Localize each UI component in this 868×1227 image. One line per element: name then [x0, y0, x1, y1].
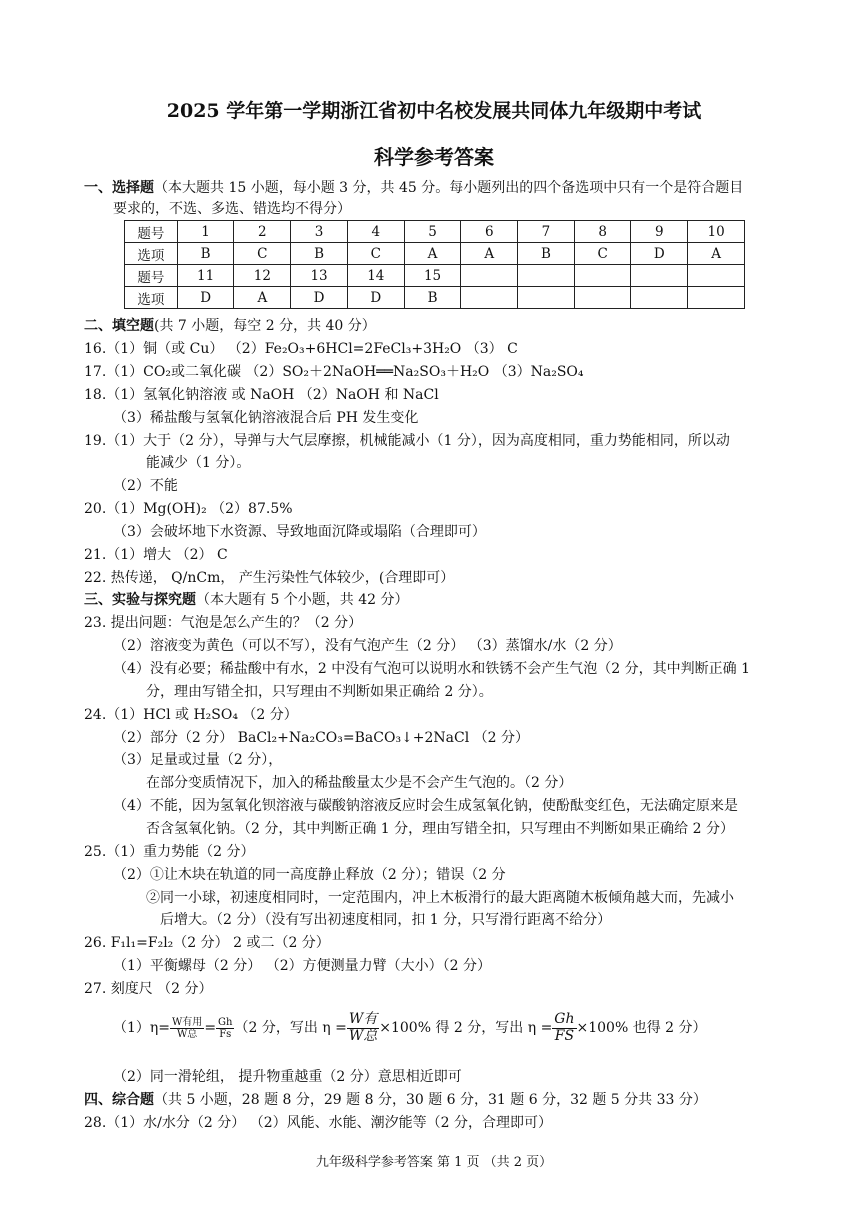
answer-line-24-4: 在部分变质情况下，加入的稀盐酸量太少是不会产生气泡的。（2 分）	[146, 775, 573, 791]
answer-line-17: 17.（1）CO₂或二氧化碳 （2）SO₂＋2NaOH══Na₂SO₃＋H₂O （3）Na₂SO₄	[84, 364, 584, 380]
table-cell	[574, 287, 631, 309]
denominator: W总	[177, 1028, 198, 1040]
answer-line-24-6: 否含氢氧化钠。（2 分，其中判断正确 1 分，理由写错全扣，只写理由不判断如果正确给 2 分）	[146, 821, 734, 837]
table-cell: 14	[347, 265, 404, 287]
table-cell: A	[234, 287, 291, 309]
table-cell: 12	[234, 265, 291, 287]
section2-header	[84, 316, 376, 336]
section4-header	[84, 1090, 707, 1110]
denominator: W总	[348, 1027, 378, 1044]
answer-line-20-1: 20.（1）Mg(OH)₂ （2）87.5%	[84, 501, 293, 517]
table-cell: C	[574, 243, 631, 265]
answer-line-27-3: （2）同一滑轮组， 提升物重越重（2 分）意思相近即可	[113, 1069, 462, 1085]
table-cell: A	[461, 243, 518, 265]
table-cell	[518, 287, 575, 309]
answer-line-24-5: （4）不能，因为氢氧化钡溶液与碳酸钠溶液反应时会生成氢氧化钠，使酚酞变红色，无法确定原来是	[113, 798, 738, 814]
answer-line-20-2: （3）会破坏地下水资源、导致地面沉降或塌陷（合理即可）	[113, 524, 486, 540]
table-cell: 1	[177, 221, 234, 243]
answer-line-24-1: 24.（1）HCl 或 H₂SO₄ （2 分）	[84, 707, 298, 723]
table-cell: 11	[177, 265, 234, 287]
denominator: FS	[554, 1027, 575, 1044]
fraction	[170, 1017, 204, 1040]
table-cell	[574, 265, 631, 287]
answer-line-16: 16.（1）铜（或 Cu） （2）Fe₂O₃+6HCl=2FeCl₃+3H₂O （3） C	[84, 341, 518, 357]
table-cell	[461, 287, 518, 309]
table-cell: D	[631, 243, 688, 265]
table-cell: A	[688, 243, 745, 265]
numerator: W有用	[172, 1016, 203, 1028]
fraction	[347, 1012, 379, 1044]
answer-line-19-3: （2）不能	[113, 478, 178, 494]
table-cell: 4	[347, 221, 404, 243]
table-cell: A	[404, 243, 461, 265]
table-cell	[631, 265, 688, 287]
answer-line-25-3: ②同一小球，初速度相同时，一定范围内，冲上木板滑行的最大距离随木板倾角越大而，先减小	[146, 890, 734, 906]
answer-line-18-2: （3）稀盐酸与氢氧化钠溶液混合后 PH 发生变化	[113, 410, 419, 426]
section3-header	[84, 590, 409, 610]
table-cell: 5	[404, 221, 461, 243]
table-cell: 9	[631, 221, 688, 243]
table-cell	[631, 287, 688, 309]
table-cell: 13	[291, 265, 348, 287]
table-cell	[688, 287, 745, 309]
section4-heading: 四、综合题	[84, 1092, 154, 1108]
section1-header	[84, 178, 743, 198]
answer-line-25-4: 后增大。（2 分）（没有写出初速度相同，扣 1 分，只写滑行距离不给分）	[160, 912, 612, 928]
table-cell: C	[347, 243, 404, 265]
section2-desc: (共 7 小题，每空 2 分，共 40 分）	[154, 318, 376, 334]
table-cell: 6	[461, 221, 518, 243]
formula-text: ×100% 也得 2 分）	[576, 1020, 707, 1036]
numerator: W有	[348, 1011, 378, 1028]
section3-desc: （本大题有 5 个小题，共 42 分）	[196, 592, 409, 608]
section3-heading: 三、实验与探究题	[84, 592, 196, 608]
efficiency-formula-line	[113, 1011, 707, 1045]
answer-line-23-2: （2）溶液变为黄色（可以不写），没有气泡产生（2 分） （3）蒸馏水/水（2 分）	[113, 638, 622, 654]
denominator: Fs	[219, 1028, 232, 1040]
answer-line-28: 28.（1）水/水分（2 分） （2）风能、水能、潮汐能等（2 分，合理即可）	[84, 1115, 552, 1131]
exam-title: 2025 学年第一学期浙江省初中名校发展共同体九年级期中考试	[166, 100, 702, 122]
answer-line-24-2: （2）部分（2 分） BaCl₂+Na₂CO₃=BaCO₃↓+2NaCl （2 分）	[113, 730, 530, 746]
section4-desc: （共 5 小题，28 题 8 分，29 题 8 分，30 题 6 分，31 题 6 分，32 题 5 分共 33 分）	[154, 1092, 707, 1108]
section1-desc1: （本大题共 15 小题，每小题 3 分，共 45 分。每小题列出的四个备选项中只有一个是符合题目	[154, 180, 744, 196]
table-cell: 7	[518, 221, 575, 243]
table-cell: 题号	[125, 221, 178, 243]
table-row	[125, 221, 745, 243]
section1-heading: 一、选择题	[84, 180, 154, 196]
table-cell: 8	[574, 221, 631, 243]
answer-line-25-2: （2）①让木块在轨道的同一高度静止释放（2 分）；错误（2 分	[113, 867, 506, 883]
formula-prefix: （1）η=	[113, 1020, 171, 1036]
answer-line-19-1: 19.（1）大于（2 分），导弹与大气层摩擦，机械能减小（1 分），因为高度相同，重力势能相同，所以动	[84, 433, 730, 449]
formula-text: （2 分，写出 η =	[234, 1020, 347, 1036]
answer-line-25-1: 25.（1）重力势能（2 分）	[84, 844, 255, 860]
answer-line-18-1: 18.（1）氢氧化钠溶液 或 NaOH （2）NaOH 和 NaCl	[84, 387, 439, 403]
table-cell	[688, 265, 745, 287]
formula-text: ×100% 得 2 分，写出 η =	[379, 1020, 553, 1036]
table-cell: D	[177, 287, 234, 309]
answer-line-23-4: 分，理由写错全扣，只写理由不判断如果正确给 2 分）。	[146, 684, 493, 700]
answer-key-subtitle: 科学参考答案	[374, 145, 494, 169]
table-row	[125, 265, 745, 287]
table-cell: 2	[234, 221, 291, 243]
answer-line-21: 21.（1）增大 （2） C	[84, 547, 228, 563]
answer-line-19-2: 能减少（1 分）。	[146, 455, 251, 471]
table-cell: C	[234, 243, 291, 265]
section2-heading: 二、填空题	[84, 318, 154, 334]
table-cell: 10	[688, 221, 745, 243]
fraction	[216, 1017, 234, 1040]
table-cell: B	[404, 287, 461, 309]
answer-line-23-3: （4）没有必要；稀盐酸中有水，2 中没有气泡可以说明水和铁锈不会产生气泡（2 分，其中判断正确 1	[113, 661, 750, 677]
table-cell: D	[347, 287, 404, 309]
table-cell: B	[177, 243, 234, 265]
answer-line-23-1: 23. 提出问题：气泡是怎么产生的？（2 分）	[84, 615, 363, 631]
table-cell	[518, 265, 575, 287]
table-cell: 选项	[125, 243, 178, 265]
answer-line-22: 22. 热传递， Q/nCm， 产生污染性气体较少，(合理即可）	[84, 570, 455, 586]
table-cell: B	[291, 243, 348, 265]
answer-line-24-3: （3）足量或过量（2 分），	[113, 752, 283, 768]
table-cell: 题号	[125, 265, 178, 287]
equals-sign: =	[204, 1020, 217, 1036]
table-cell: 选项	[125, 287, 178, 309]
answer-line-27-1: 27. 刻度尺 （2 分）	[84, 981, 213, 997]
table-row	[125, 243, 745, 265]
table-cell: D	[291, 287, 348, 309]
page-footer: 九年级科学参考答案 第 1 页 （共 2 页）	[315, 1155, 553, 1170]
table-cell: 15	[404, 265, 461, 287]
answer-line-26-1: 26. F₁l₁=F₂l₂（2 分） 2 或二（2 分）	[84, 935, 330, 951]
section1-desc2: 要求的，不选、多选、错选均不得分）	[113, 201, 351, 217]
numerator: Gh	[218, 1016, 233, 1028]
table-cell	[461, 265, 518, 287]
table-cell: B	[518, 243, 575, 265]
answer-line-26-2: （1）平衡螺母（2 分） （2）方便测量力臂（大小）（2 分）	[113, 958, 491, 974]
fraction	[552, 1012, 576, 1044]
answer-table	[124, 220, 745, 309]
table-row	[125, 287, 745, 309]
table-cell: 3	[291, 221, 348, 243]
numerator: Gh	[554, 1011, 575, 1028]
